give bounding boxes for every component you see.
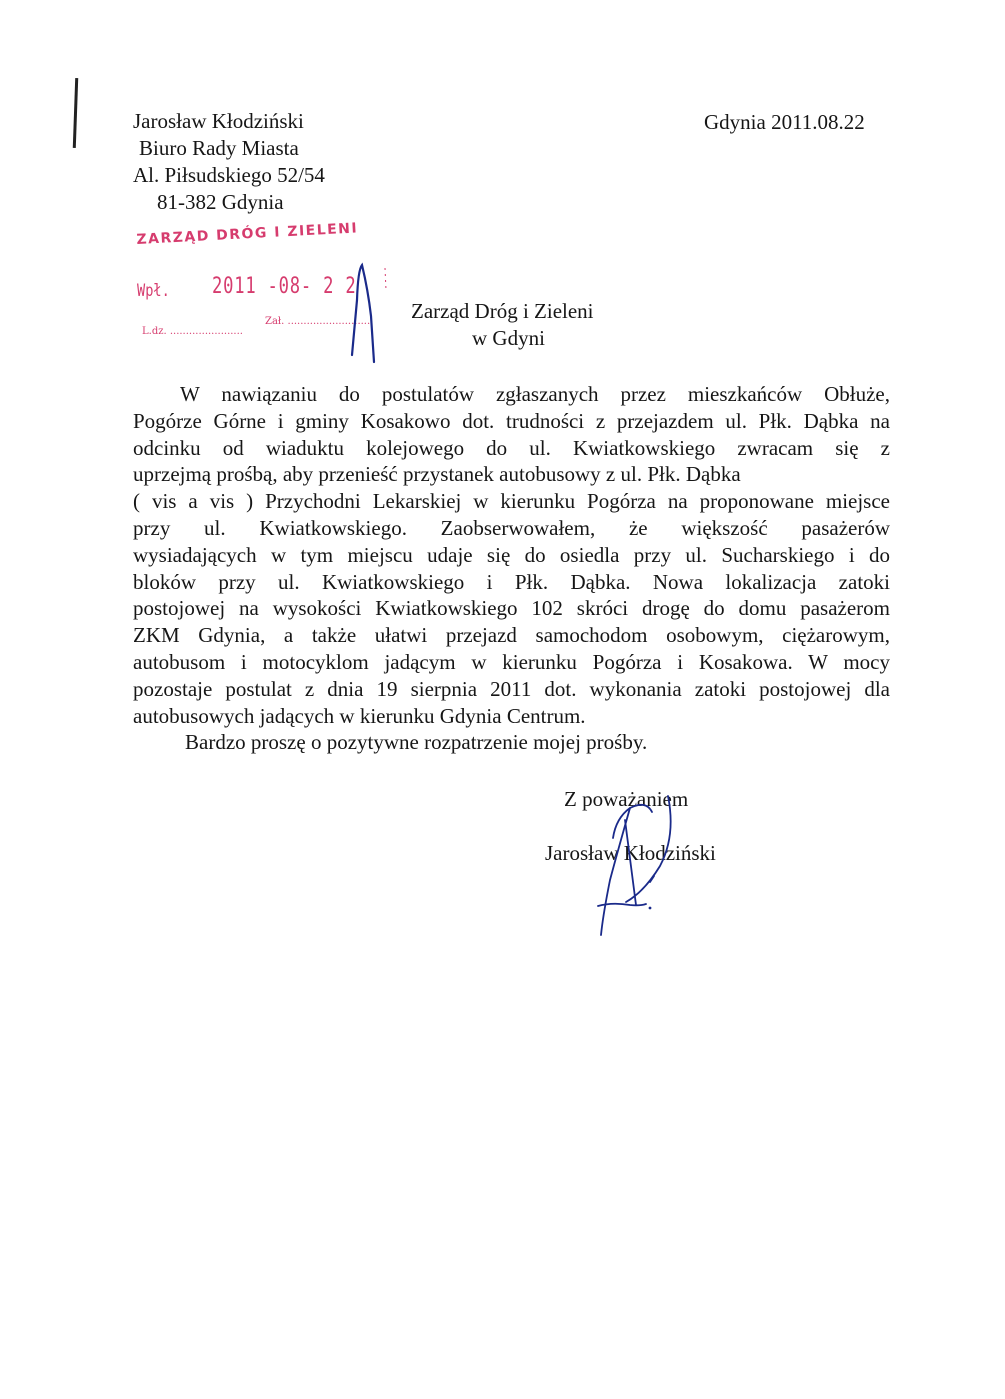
closing-greeting: Z poważaniem [564, 787, 689, 811]
signer-name: Jarosław Kłodziński [545, 841, 716, 865]
body-line: postojowej na wysokości Kwiatkowskiego 102 skróci drogę do domu pasażerom [133, 596, 890, 621]
recipient-line-2: w Gdyni [472, 326, 545, 350]
sender-name: Jarosław Kłodziński [133, 109, 304, 133]
body-line: autobusom i motocyklom jadącym w kierunku Pogórza i Kosakowa. W mocy [133, 649, 890, 674]
body-line: W nawiązaniu do postulatów zgłaszanych przez mieszkańców Obłuże, [180, 382, 890, 406]
body-line: ZKM Gdynia, a także ułatwi przejazd samochodom osobowym, ciężarowym, [133, 623, 890, 648]
body-line: uprzejmą prośbą, aby przenieść przystanek autobusowy z ul. Płk. Dąbka [133, 462, 741, 487]
sender-street: Al. Piłsudskiego 52/54 [133, 163, 325, 187]
stamp-wpl-label: Wpł. [137, 281, 170, 301]
body-line: Pogórze Górne i gminy Kosakowo dot. trudności z przejazdem ul. Płk. Dąbka na [133, 408, 890, 433]
body-line: wysiadających w tym miejscu udaje się do osiedla przy ul. Sucharskiego i do [133, 542, 890, 567]
closing-request: Bardzo proszę o pozytywne rozpatrzenie mojej prośby. [185, 730, 648, 755]
body-line: pozostaje postulat z dnia 19 sierpnia 2011 dot. wykonania zatoki postojowej dla [133, 676, 890, 701]
stamp-zal-label: Zał. .......................... [265, 316, 371, 327]
body-line: ( vis a vis ) Przychodni Lekarskiej w kierunku Pogórza na proponowane miejsce [133, 489, 890, 514]
body-line: przy ul. Kwiatkowskiego. Zaobserwowałem, że większość pasażerów [133, 515, 890, 540]
sender-city: 81-382 Gdynia [157, 190, 284, 214]
letter-date: Gdynia 2011.08.22 [704, 110, 865, 134]
stamp-received-date: 2011 -08- 2 2 [212, 274, 357, 299]
stamp-institution: ZARZĄD DRÓG I ZIELENI [136, 220, 359, 248]
body-line: autobusowych jadących w kierunku Gdynia Centrum. [133, 703, 586, 728]
sender-office: Biuro Rady Miasta [139, 136, 299, 160]
body-line: bloków przy ul. Kwiatkowskiego i Płk. Dąbka. Nowa lokalizacja zatoki [133, 569, 890, 594]
stamp-ldz-label: L.dz. ....................... [142, 326, 243, 337]
recipient-line-1: Zarząd Dróg i Zieleni [411, 299, 594, 323]
body-line: odcinku od wiaduktu kolejowego do ul. Kwiatkowskiego zwracam się z [133, 435, 890, 460]
